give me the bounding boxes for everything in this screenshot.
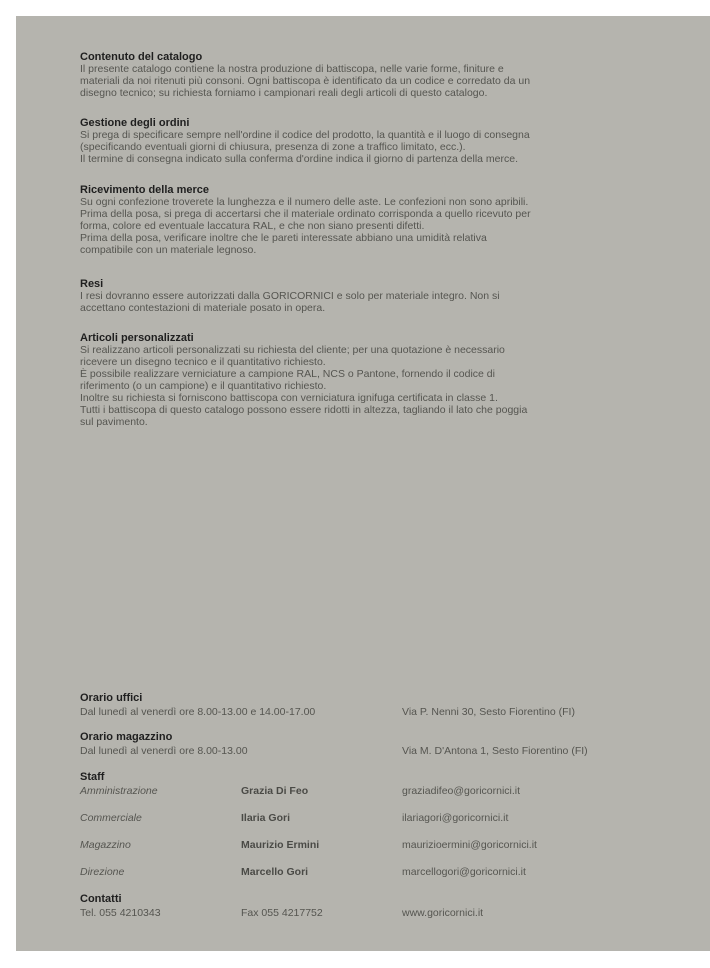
fax-number: Fax 055 4217752 xyxy=(241,907,323,919)
contatti-title: Contatti xyxy=(80,893,122,905)
section-body xyxy=(80,63,640,99)
staff-email: ilariagori@goricornici.it xyxy=(402,812,509,824)
website-link: www.goricornici.it xyxy=(402,907,484,919)
orario-magazzino-title: Orario magazzino xyxy=(80,731,173,743)
text-line: sul pavimento. xyxy=(80,416,148,428)
text-line: Tutti i battiscopa di questo catalogo possono essere ridotti in altezza, tagliando il lato che poggia xyxy=(80,404,528,416)
phone-number: Tel. 055 4210343 xyxy=(80,907,161,919)
text-line: riferimento (o un campione) e il quantitativo richiesto. xyxy=(80,380,327,392)
section-title: Ricevimento della merce xyxy=(80,184,210,196)
section-resi xyxy=(80,278,640,314)
text-line: I resi dovranno essere autorizzati dalla GORICORNICI e solo per materiale integro. Non si xyxy=(80,290,500,302)
staff-name: Marcello Gori xyxy=(241,866,309,878)
section-body xyxy=(80,344,640,428)
text-line: Su ogni confezione troverete la lunghezza e il numero delle aste. Le confezioni non sono apribili. xyxy=(80,196,529,208)
staff-role: Amministrazione xyxy=(80,785,158,797)
orario-uffici-hours: Dal lunedì al venerdì ore 8.00-13.00 e 14.00-17.00 xyxy=(80,706,316,718)
staff-role: Magazzino xyxy=(80,839,131,851)
staff-email: maurizioermini@goricornici.it xyxy=(402,839,537,851)
staff-name: Grazia Di Feo xyxy=(241,785,309,797)
staff-email: marcellogori@goricornici.it xyxy=(402,866,526,878)
staff-email: graziadifeo@goricornici.it xyxy=(402,785,521,797)
text-line: accettano contestazioni di materiale posato in opera. xyxy=(80,302,326,314)
text-line: Inoltre su richiesta si forniscono battiscopa con verniciatura ignifuga certificata in classe 1. xyxy=(80,392,498,404)
text-line: Il presente catalogo contiene la nostra produzione di battiscopa, nelle varie forme, finiture e xyxy=(80,63,504,75)
text-line: ricevere un disegno tecnico e il quantitativo richiesto. xyxy=(80,356,326,368)
section-body xyxy=(80,290,640,314)
text-line: (specificando eventuali giorni di chiusura, presenza di zone a traffico limitato, ecc.). xyxy=(80,141,466,153)
section-title: Gestione degli ordini xyxy=(80,117,190,129)
text-line: compatibile con un materiale legnoso. xyxy=(80,244,257,256)
section-gestione-ordini xyxy=(80,117,640,165)
text-line: materiali da noi ritenuti più consoni. Ogni battiscopa è identificato da un codice e corredato da un xyxy=(80,75,531,87)
orario-uffici-title: Orario uffici xyxy=(80,692,143,704)
section-title: Resi xyxy=(80,278,104,290)
text-line: disegno tecnico; su richiesta forniamo i campionari reali degli articoli di questo catalogo. xyxy=(80,87,488,99)
staff-name: Maurizio Ermini xyxy=(241,839,320,851)
text-line: È possibile realizzare verniciature a campione RAL, NCS o Pantone, fornendo il codice di xyxy=(80,368,495,380)
text-line: Prima della posa, verificare inoltre che le pareti interessate abbiano una umidità relativa xyxy=(80,232,487,244)
section-ricevimento-merce xyxy=(80,184,640,256)
section-title: Contenuto del catalogo xyxy=(80,51,203,63)
text-line: Si prega di specificare sempre nell'ordine il codice del prodotto, la quantità e il luogo di consegna xyxy=(80,129,530,141)
section-body xyxy=(80,129,640,165)
staff-role: Commerciale xyxy=(80,812,142,824)
orario-uffici-address: Via P. Nenni 30, Sesto Fiorentino (FI) xyxy=(402,706,575,718)
text-line: Si realizzano articoli personalizzati su richiesta del cliente; per una quotazione è necessario xyxy=(80,344,505,356)
section-contenuto xyxy=(80,51,640,99)
text-line: forma, colore ed eventuale laccatura RAL, e che non siano presenti difetti. xyxy=(80,220,425,232)
staff-role: Direzione xyxy=(80,866,125,878)
catalog-page xyxy=(16,16,710,951)
text-line: Prima della posa, si prega di accertarsi che il materiale ordinato corrisponda a quello ricevuto per xyxy=(80,208,531,220)
orario-magazzino-address: Via M. D'Antona 1, Sesto Fiorentino (FI) xyxy=(402,745,588,757)
orario-magazzino-hours: Dal lunedì al venerdì ore 8.00-13.00 xyxy=(80,745,248,757)
section-body xyxy=(80,196,640,256)
staff-title: Staff xyxy=(80,771,105,783)
section-articoli-personalizzati xyxy=(80,332,640,428)
staff-name: Ilaria Gori xyxy=(241,812,291,824)
section-title: Articoli personalizzati xyxy=(80,332,194,344)
text-line: Il termine di consegna indicato sulla conferma d'ordine indica il giorno di partenza della merce. xyxy=(80,153,518,165)
